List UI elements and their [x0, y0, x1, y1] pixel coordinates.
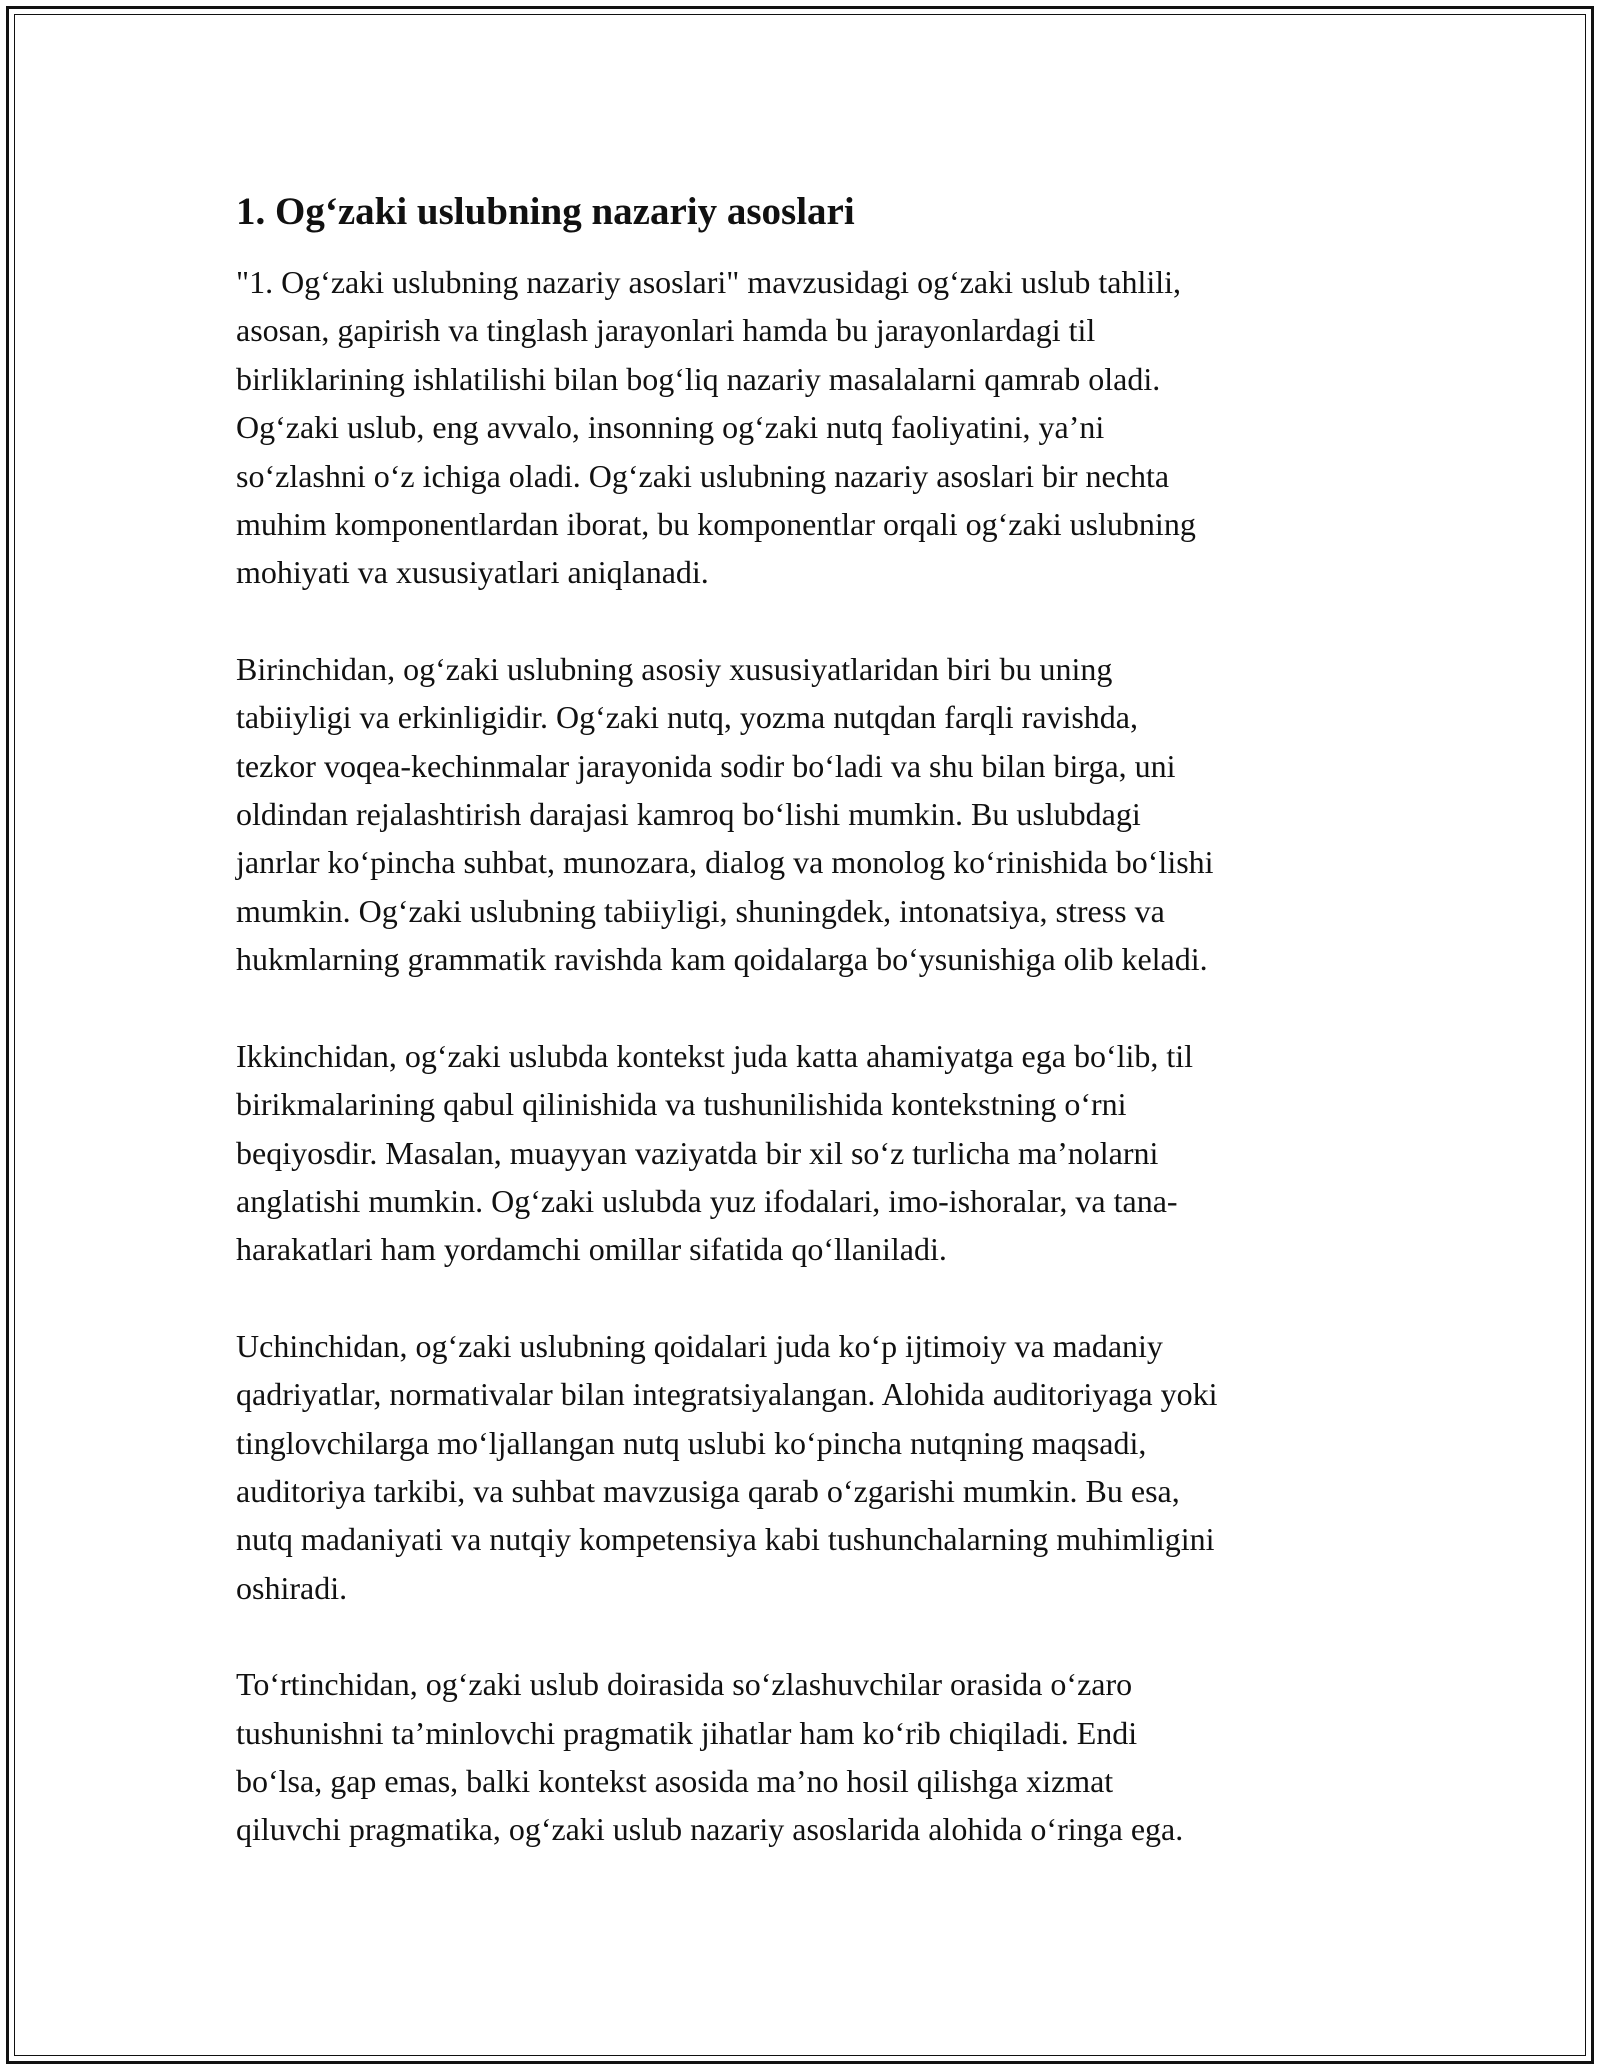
text-line: janrlar ko‘pincha suhbat, munozara, dialog va monolog ko‘rinishida bo‘lishi — [236, 844, 1214, 881]
paragraph-second — [236, 1032, 1376, 1274]
text-line: muhim komponentlardan iborat, bu komponentlar orqali og‘zaki uslubning — [236, 506, 1196, 543]
text-line: bo‘lsa, gap emas, balki kontekst asosida ma’no hosil qilishga xizmat — [236, 1762, 1114, 1799]
paragraph-intro — [236, 258, 1376, 597]
text-line: Birinchidan, og‘zaki uslubning asosiy xususiyatlaridan biri bu uning — [236, 650, 1113, 687]
text-line: birliklarining ishlatilishi bilan bog‘liq nazariy masalalarni qamrab oladi. — [236, 360, 1161, 397]
text-line: auditoriya tarkibi, va suhbat mavzusiga qarab o‘zgarishi mumkin. Bu esa, — [236, 1472, 1180, 1509]
text-line: Ikkinchidan, og‘zaki uslubda kontekst juda katta ahamiyatga ega bo‘lib, til — [236, 1037, 1194, 1074]
text-line: tushunishni ta’minlovchi pragmatik jihatlar ham ko‘rib chiqiladi. Endi — [236, 1714, 1138, 1751]
document-title: 1. Og‘zaki uslubning nazariy asoslari — [236, 190, 855, 233]
text-line: beqiyosdir. Masalan, muayyan vaziyatda bir xil so‘z turlicha ma’nolarni — [236, 1134, 1159, 1171]
paragraph-fourth — [236, 1660, 1376, 1854]
text-line: qiluvchi pragmatika, og‘zaki uslub nazariy asoslarida alohida o‘ringa ega. — [236, 1811, 1184, 1848]
text-line: asosan, gapirish va tinglash jarayonlari hamda bu jarayonlardagi til — [236, 312, 1096, 349]
paragraph-third — [236, 1322, 1376, 1612]
document-body — [236, 188, 1376, 1902]
text-line: Uchinchidan, og‘zaki uslubning qoidalari juda ko‘p ijtimoiy va madaniy — [236, 1327, 1163, 1364]
text-line: tabiiyligi va erkinligidir. Og‘zaki nutq, yozma nutqdan farqli ravishda, — [236, 699, 1138, 736]
text-line: "1. Og‘zaki uslubning nazariy asoslari" mavzusidagi og‘zaki uslub tahlili, — [236, 264, 1182, 300]
text-line: so‘zlashni o‘z ichiga oladi. Og‘zaki uslubning nazariy asoslari bir nechta — [236, 457, 1170, 494]
text-line: mohiyati va xususiyatlari aniqlanadi. — [236, 554, 709, 591]
text-line: hukmlarning grammatik ravishda kam qoidalarga bo‘ysunishiga olib keladi. — [236, 941, 1208, 978]
text-line: anglatishi mumkin. Og‘zaki uslubda yuz ifodalari, imo-ishoralar, va tana- — [236, 1182, 1178, 1219]
paragraph-first — [236, 645, 1376, 984]
text-line: qadriyatlar, normativalar bilan integratsiyalangan. Alohida auditoriyaga yoki — [236, 1376, 1218, 1413]
text-line: tezkor voqea-kechinmalar jarayonida sodir bo‘ladi va shu bilan birga, uni — [236, 747, 1176, 784]
text-line: Og‘zaki uslub, eng avvalo, insonning og‘zaki nutq faoliyatini, ya’ni — [236, 409, 1105, 446]
text-line: oshiradi. — [236, 1569, 348, 1606]
text-line: harakatlari ham yordamchi omillar sifatida qo‘llaniladi. — [236, 1231, 947, 1268]
text-line: tinglovchilarga mo‘ljallangan nutq uslubi ko‘pincha nutqning maqsadi, — [236, 1424, 1147, 1461]
text-line: mumkin. Og‘zaki uslubning tabiiyligi, shuningdek, intonatsiya, stress va — [236, 892, 1165, 929]
text-line: oldindan rejalashtirish darajasi kamroq bo‘lishi mumkin. Bu uslubdagi — [236, 796, 1141, 833]
text-line: birikmalarining qabul qilinishida va tushunilishida kontekstning o‘rni — [236, 1086, 1127, 1123]
text-line: To‘rtinchidan, og‘zaki uslub doirasida so‘zlashuvchilar orasida o‘zaro — [236, 1666, 1133, 1703]
text-line: nutq madaniyati va nutqiy kompetensiya kabi tushunchalarning muhimligini — [236, 1521, 1215, 1558]
